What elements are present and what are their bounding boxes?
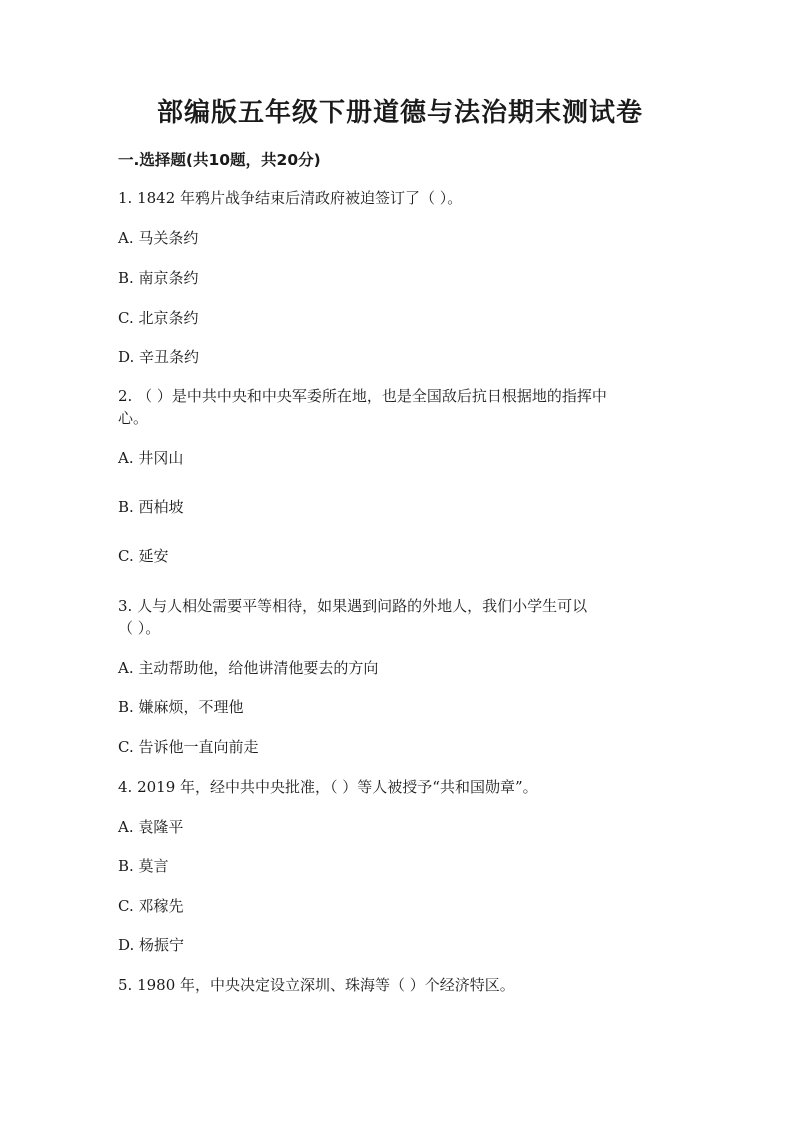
question-4-option-d: D. 杨振宁: [118, 936, 185, 954]
question-3-option-b: B. 嫌麻烦，不理他: [118, 698, 244, 716]
question-3-option-c: C. 告诉他一直向前走: [118, 738, 259, 756]
question-4-option-b: B. 莫言: [118, 857, 169, 875]
question-3-option-a: A. 主动帮助他，给他讲清他要去的方向: [118, 659, 379, 677]
question-2-text-cont: 心。: [118, 409, 149, 427]
question-1-option-c: C. 北京条约: [118, 309, 199, 327]
page-title: 部编版五年级下册道德与法治期末测试卷: [156, 98, 643, 128]
question-4-text: 4. 2019 年，经中共中央批准，（ ）等人被授予“共和国勋章”。: [118, 778, 538, 796]
question-2-option-b: B. 西柏坡: [118, 498, 184, 516]
question-1-option-d: D. 辛丑条约: [118, 348, 200, 366]
question-1-text: 1. 1842 年鸦片战争结束后清政府被迫签订了（ ）。: [118, 189, 463, 207]
question-2-text: 2. （ ）是中共中央和中央军委所在地，也是全国敌后抗日根据地的指挥中: [118, 387, 607, 405]
question-3-text-cont: （ ）。: [118, 619, 161, 637]
question-2-option-c: C. 延安: [118, 547, 169, 565]
question-4-option-c: C. 邓稼先: [118, 897, 184, 915]
question-1-option-b: B. 南京条约: [118, 269, 199, 287]
section-heading: 一.选择题(共10题，共20分): [118, 151, 321, 169]
question-5-text: 5. 1980 年，中央决定设立深圳、珠海等（ ）个经济特区。: [118, 976, 515, 994]
question-1-option-a: A. 马关条约: [118, 229, 199, 247]
question-3-text: 3. 人与人相处需要平等相待，如果遇到问路的外地人，我们小学生可以: [118, 597, 588, 615]
question-2-option-a: A. 井冈山: [118, 449, 184, 467]
question-4-option-a: A. 袁隆平: [118, 818, 184, 836]
